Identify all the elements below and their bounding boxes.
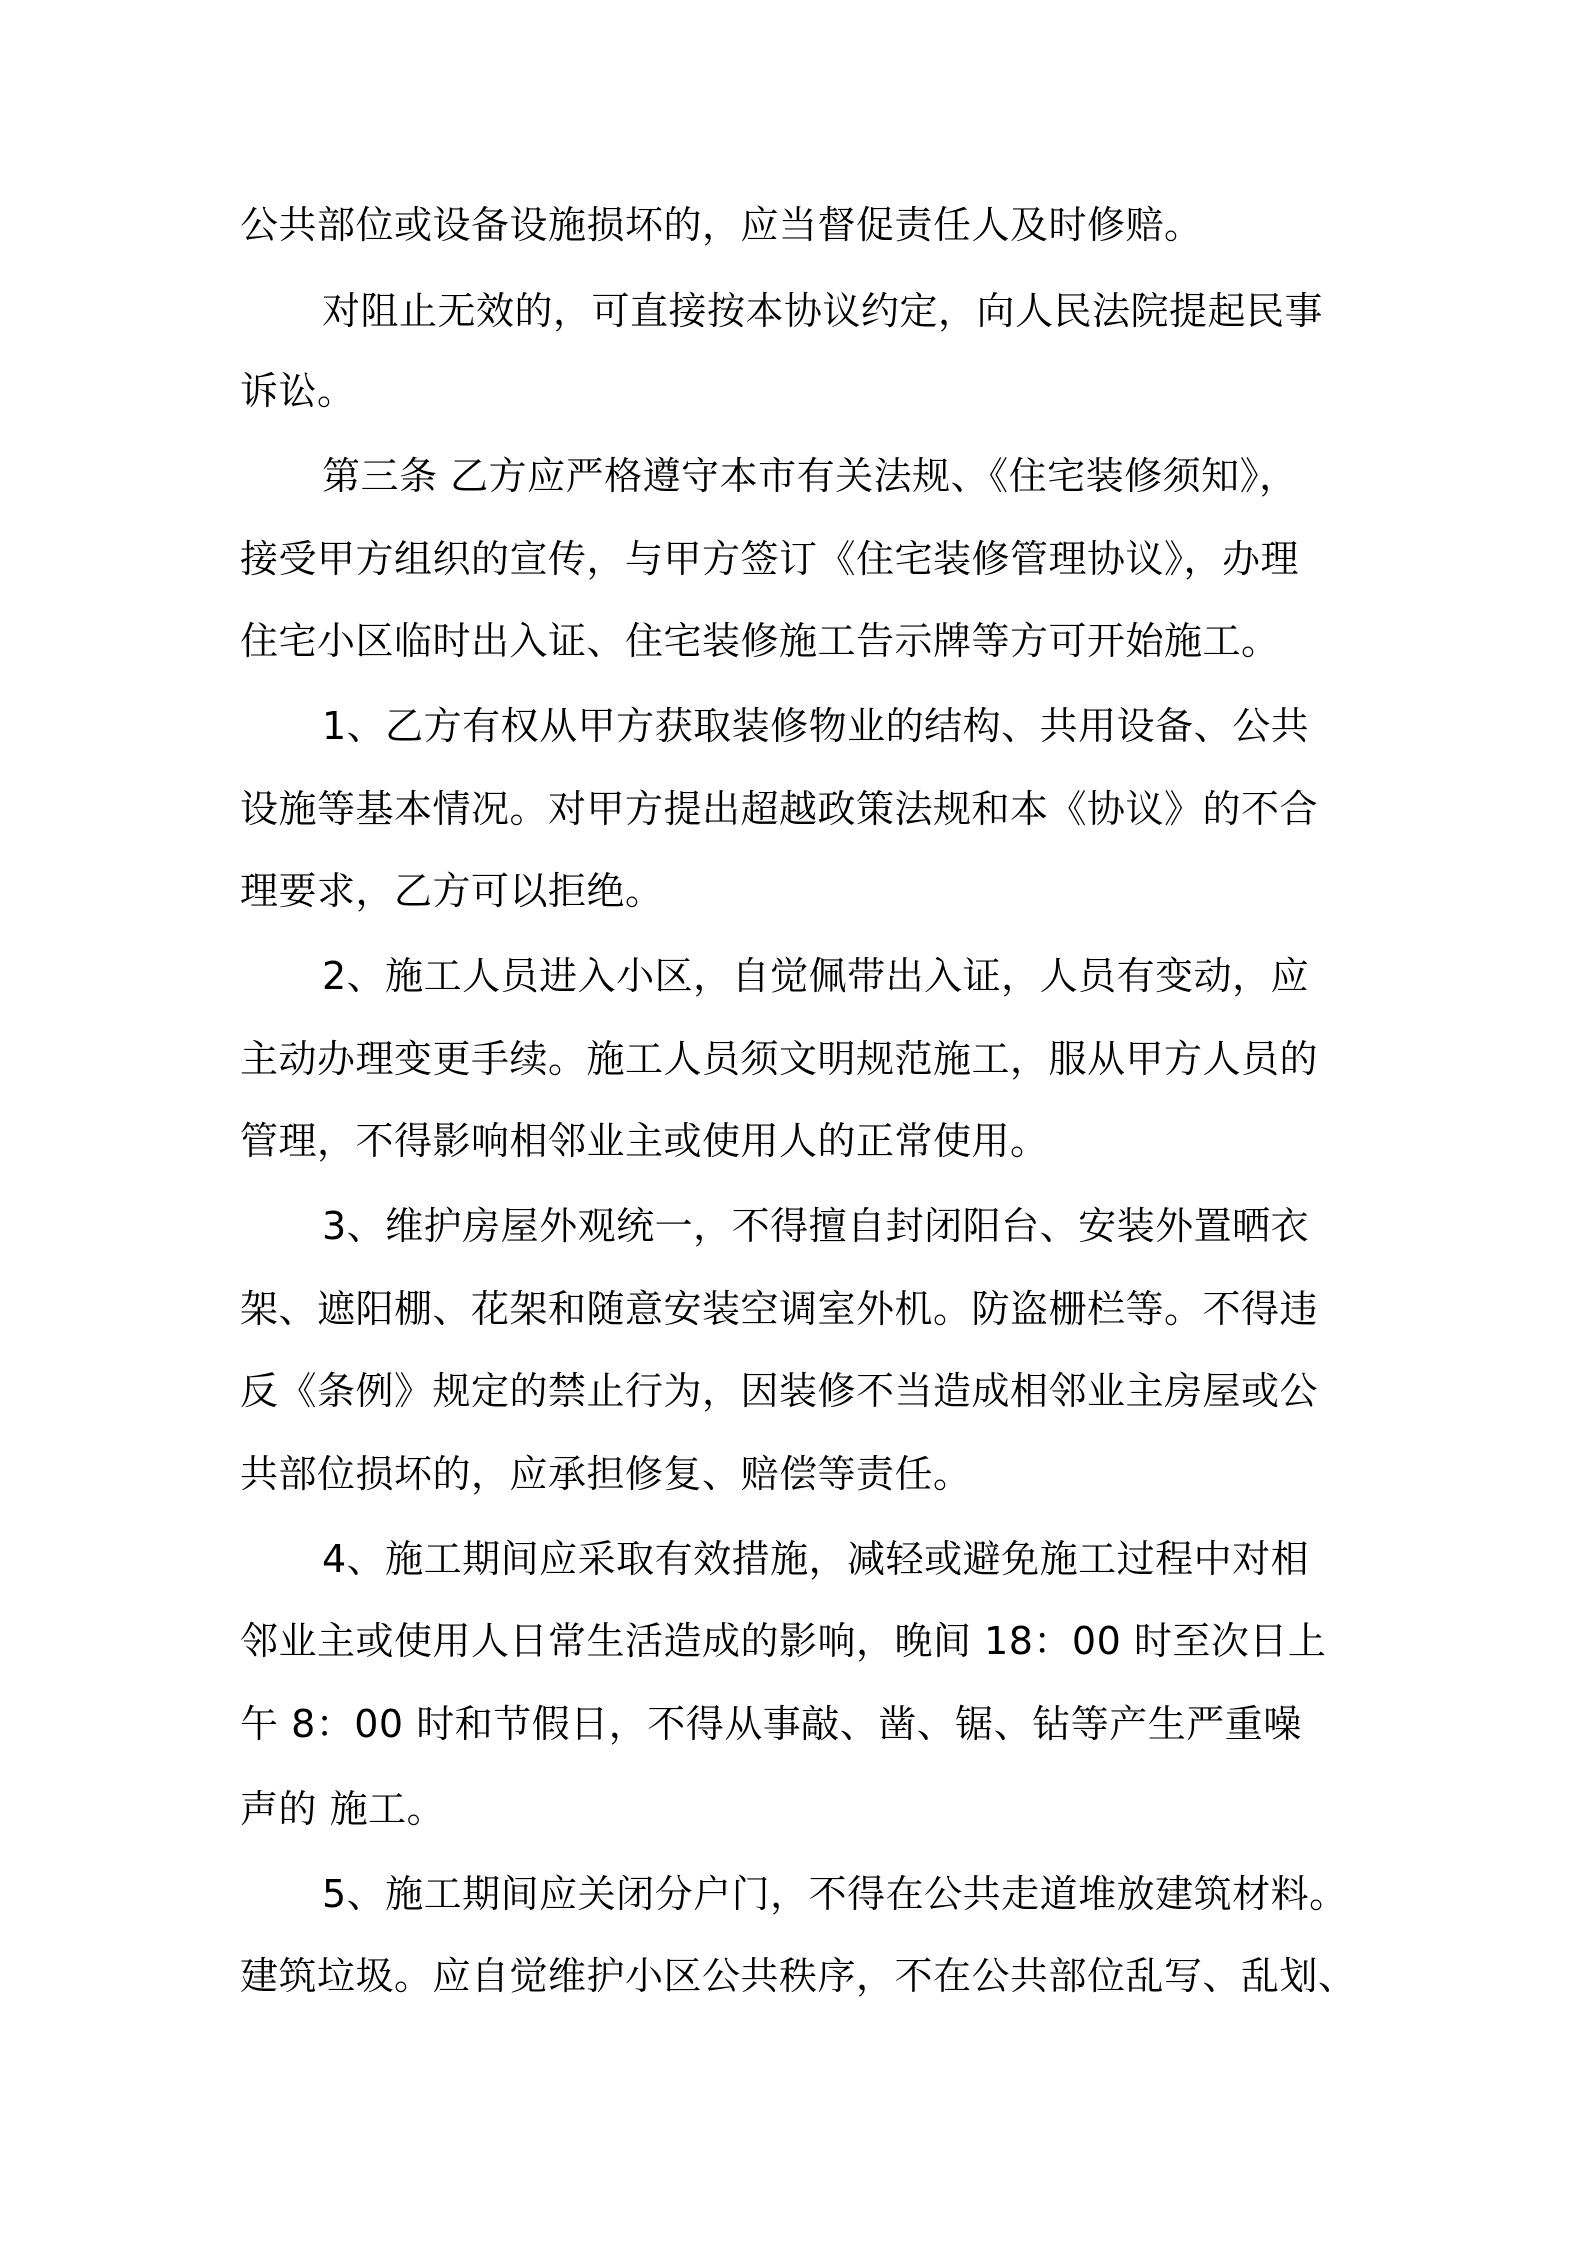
text-line: 管理，不得影响相邻业主或使用人的正常使用。 [240,1119,1049,1163]
text-line: 声的 施工。 [240,1787,446,1831]
text-line: 建筑垃圾。应自觉维护小区公共秩序，不在公共部位乱写、乱划、 [240,1954,1357,1998]
text-line: 架、遮阳棚、花架和随意安装空调室外机。防盗栅栏等。不得违 [240,1287,1319,1331]
text-line: 对阻止无效的，可直接按本协议约定，向人民法院提起民事 [322,289,1324,333]
text-line: 2、施工人员进入小区，自觉佩带出入证，人员有变动，应 [322,954,1310,998]
text-line: 诉讼。 [240,369,356,413]
text-line: 5、施工期间应关闭分户门，不得在公共走道堆放建筑材料。 [322,1872,1348,1916]
text-line: 4、施工期间应采取有效措施，减轻或避免施工过程中对相 [322,1537,1310,1581]
text-line: 理要求，乙方可以拒绝。 [240,869,664,913]
text-line: 邻业主或使用人日常生活造成的影响，晚间 18：00 时至次日上 [240,1619,1327,1663]
text-line: 共部位损坏的，应承担修复、赔偿等责任。 [240,1452,972,1496]
text-line: 住宅小区临时出入证、住宅装修施工告示牌等方可开始施工。 [240,619,1280,663]
text-line: 1、乙方有权从甲方获取装修物业的结构、共用设备、公共 [322,704,1310,748]
text-line: 设施等基本情况。对甲方提出超越政策法规和本《协议》的不合 [240,787,1319,831]
text-line: 反《条例》规定的禁止行为，因装修不当造成相邻业主房屋或公 [240,1369,1319,1413]
text-line: 接受甲方组织的宣传，与甲方签订《住宅装修管理协议》，办理 [240,537,1300,581]
text-line: 午 8：00 时和节假日，不得从事敲、凿、锯、钻等产生严重噪 [240,1702,1302,1746]
text-line: 3、维护房屋外观统一，不得擅自封闭阳台、安装外置晒衣 [322,1204,1310,1248]
text-line: 公共部位或设备设施损坏的，应当督促责任人及时修赔。 [240,203,1203,247]
text-line: 第三条 乙方应严格遵守本市有关法规、《住宅装修须知》， [322,454,1298,498]
text-line: 主动办理变更手续。施工人员须文明规范施工，服从甲方人员的 [240,1037,1319,1081]
